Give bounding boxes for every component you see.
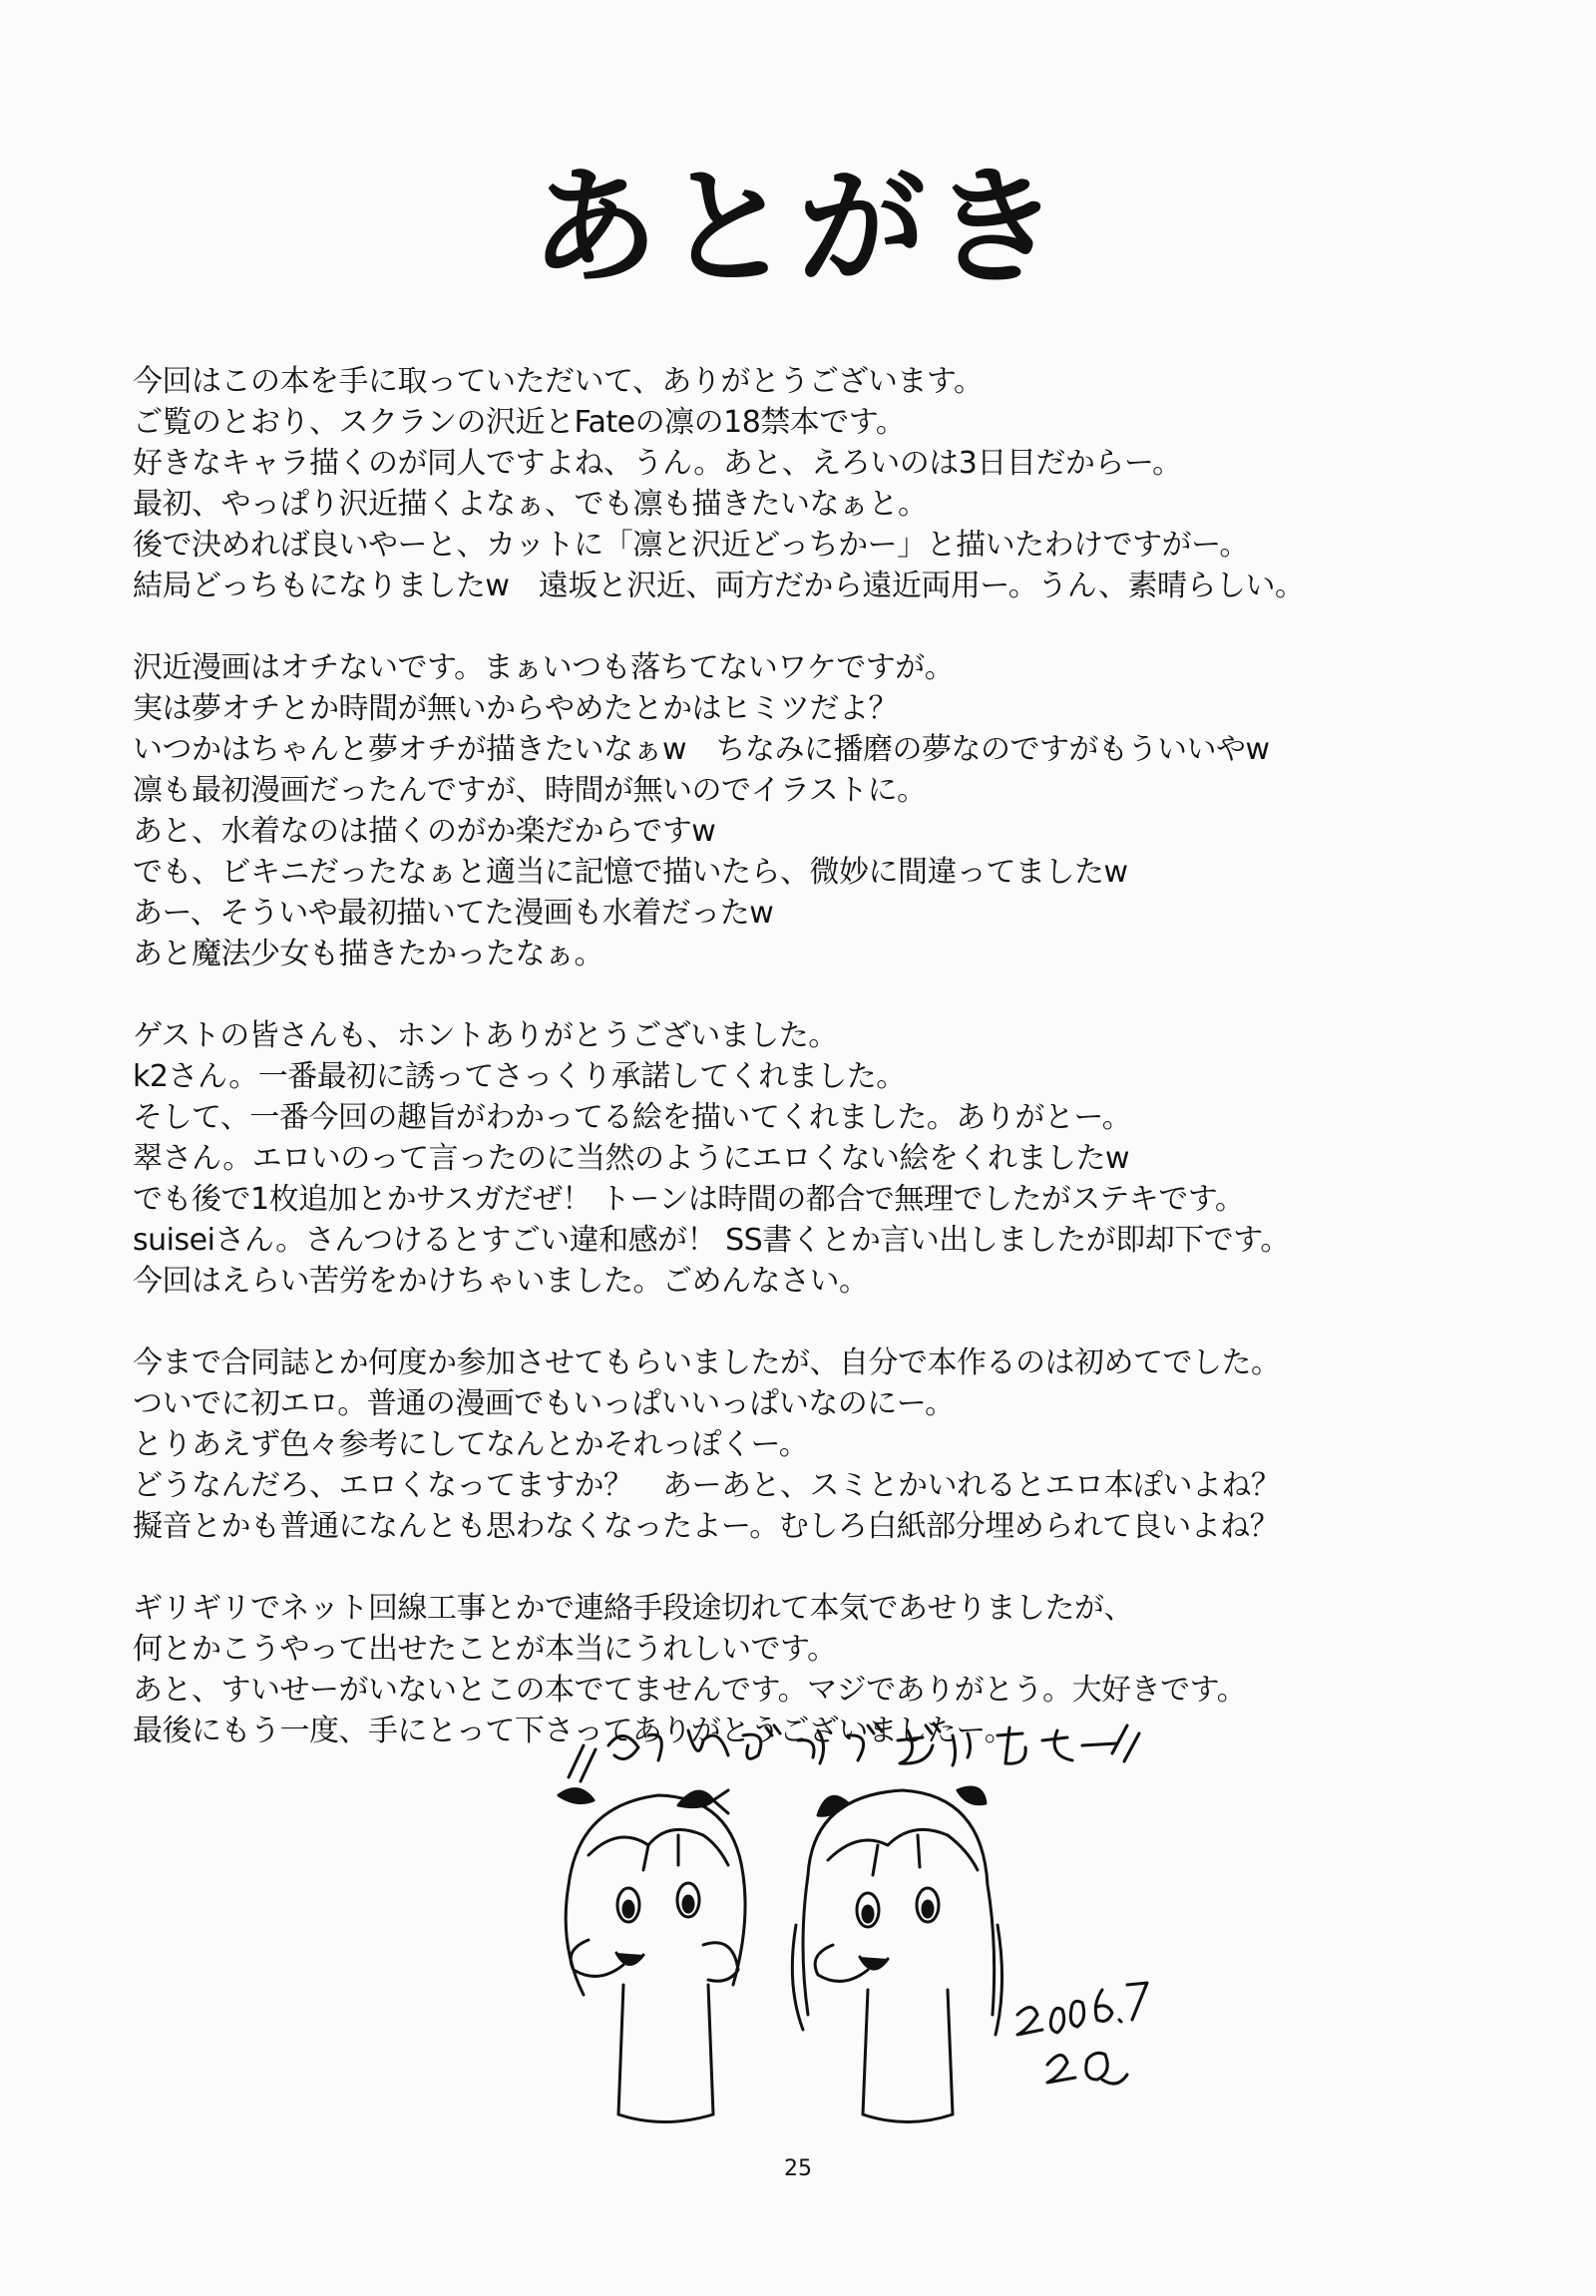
chibi-illustration [529, 1686, 1167, 2164]
text-line: 後で決めれば良いやーと、カットに「凛と沢近どっちかー」と描いたわけですがー。 [133, 528, 1249, 563]
paragraph [133, 1342, 1509, 1547]
chibi-character-right [792, 1787, 1001, 2122]
text-line: 翠さん。エロいのって言ったのに当然のようにエロくない絵をくれましたw [133, 1141, 1130, 1176]
text-line: ついでに初エロ。普通の漫画でもいっぱいいっぱいなのにー。 [133, 1386, 955, 1421]
date-signature [1017, 1983, 1147, 2084]
text-line: ご覧のとおり、スクランの沢近とFateの凛の18禁本です。 [133, 405, 906, 440]
text-line: 今回はえらい苦労をかけちゃいました。ごめんなさい。 [133, 1264, 869, 1299]
text-line: 結局どっちもになりましたw 遠坂と沢近、両方だから遠近両用ー。うん、素晴らしい。 [133, 569, 1305, 603]
text-line: いつかはちゃんと夢オチが描きたいなぁw ちなみに播磨の夢なのですがもういいやw [133, 732, 1270, 767]
text-line: 今回はこの本を手に取っていただいて、ありがとうございます。 [133, 364, 984, 399]
paragraph [133, 647, 1509, 974]
chibi-character-left [559, 1789, 745, 2122]
text-line: k2さん。一番最初に誘ってさっくり承諾してくれました。 [133, 1059, 906, 1094]
text-line: あと魔法少女も描きたかったなぁ。 [133, 937, 603, 971]
text-line: 最初、やっぱり沢近描くよなぁ、でも凛も描きたいなぁと。 [133, 487, 928, 522]
text-line: ゲストの皆さんも、ホントありがとうございました。 [133, 1018, 838, 1053]
text-line: suiseiさん。さんつけるとすごい違和感が！ SS書くとか言い出しましたが即却下です。 [133, 1223, 1290, 1258]
text-line: 実は夢オチとか時間が無いからやめたとかはヒミツだよ？ [133, 691, 898, 726]
text-line: あと、すいせーがいないとこの本でてませんです。マジでありがとう。大好きです。 [133, 1673, 1247, 1708]
page-number: 25 [784, 2156, 812, 2181]
text-line: どうなんだろ、エロくなってますか？ あーあと、スミとかいれるとエロ本ぽいよね？ [133, 1468, 1281, 1503]
text-line: でも、ビキニだったなぁと適当に記憶で描いたら、微妙に間違ってましたw [133, 855, 1128, 890]
paragraph [133, 361, 1509, 606]
paragraph [133, 1015, 1509, 1302]
text-line: とりあえず色々参考にしてなんとかそれっぽくー。 [133, 1427, 809, 1462]
text-line: 擬音とかも普通になんとも思わなくなったよー。むしろ白紙部分埋められて良いよね？ [133, 1509, 1280, 1544]
text-line: あー、そういや最初描いてた漫画も水着だったw [133, 896, 774, 931]
text-line: 今まで合同誌とか何度か参加させてもらいましたが、自分で本作るのは初めてでした。 [133, 1345, 1281, 1380]
text-line: そして、一番今回の趣旨がわかってる絵を描いてくれました。ありがとー。 [133, 1100, 1132, 1135]
page-title: あとがき [530, 154, 1065, 302]
text-line: 最後にもう一度、手にとって下さってありがとうございましたー。 [133, 1714, 1014, 1748]
text-line: 沢近漫画はオチないです。まぁいつも落ちてないワケですが。 [133, 650, 955, 685]
text-line: 好きなキャラ描くのが同人ですよね、うん。あと、えろいのは3日目だからー。 [133, 446, 1182, 481]
text-line: 何とかこうやって出せたことが本当にうれしいです。 [133, 1632, 837, 1667]
text-line: あと、水着なのは描くのがか楽だからですw [133, 814, 716, 849]
handwritten-caption [569, 1723, 1139, 1781]
text-line: でも後で1枚追加とかサスガだぜ！ トーンは時間の都合で無理でしたがステキです。 [133, 1182, 1245, 1217]
text-line: ギリギリでネット回線工事とかで連絡手段途切れて本気であせりましたが、 [133, 1591, 1133, 1626]
text-line: 凛も最初漫画だったんですが、時間が無いのでイラストに。 [133, 773, 927, 808]
afterword-body [133, 361, 1509, 1792]
